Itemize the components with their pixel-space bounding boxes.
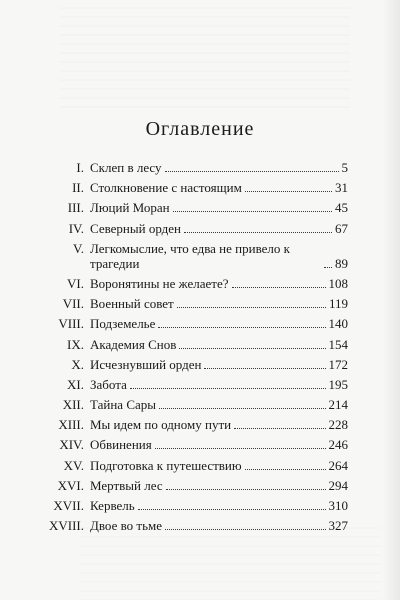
toc-item (48, 478, 348, 493)
toc-item (48, 180, 348, 195)
chapter-title: Воронятины не желаете? (90, 275, 229, 291)
chapter-page: 327 (328, 518, 348, 534)
chapter-entry (90, 276, 348, 291)
toc-item (48, 437, 348, 452)
dot-leader (155, 448, 326, 449)
toc-item (48, 316, 348, 331)
chapter-number: II. (72, 180, 84, 196)
chapter-number: IX. (67, 336, 84, 352)
chapter-title: Легкомыслие, что едва не привело к трагедии (90, 240, 290, 271)
chapter-entry (90, 437, 348, 452)
chapter-title: Кервель (90, 498, 135, 513)
chapter-page: 140 (328, 316, 348, 332)
chapter-entry (90, 296, 348, 311)
toc-item (48, 377, 348, 392)
chapter-number: V. (73, 240, 84, 256)
chapter-entry (90, 200, 348, 215)
chapter-entry (90, 458, 348, 473)
toc-item (48, 397, 348, 412)
chapter-title: Академия Снов (90, 336, 177, 352)
chapter-page: 45 (335, 200, 348, 216)
dot-leader (138, 509, 326, 510)
chapter-page: 172 (328, 356, 348, 372)
chapter-page: 214 (328, 397, 348, 413)
chapter-number: VI. (67, 275, 84, 291)
chapter-title: Подготовка к путешествию (90, 457, 242, 473)
chapter-page: 246 (328, 437, 348, 453)
toc-item (48, 241, 348, 271)
page-title: Оглавление (145, 118, 255, 140)
chapter-page: 264 (328, 457, 348, 473)
dot-leader (166, 489, 326, 490)
chapter-title: Двое во тьме (90, 518, 163, 534)
chapter-number: XII. (62, 397, 84, 413)
chapter-number: X. (71, 356, 84, 372)
chapter-page: 31 (335, 180, 348, 196)
dot-leader (232, 287, 326, 288)
chapter-page: 294 (328, 477, 348, 493)
chapter-number: XIII. (58, 417, 84, 433)
chapter-page: 195 (328, 376, 348, 392)
chapter-page: 5 (341, 160, 348, 175)
chapter-title: Люций Моран (90, 200, 170, 216)
chapter-title: Склеп в лесу (90, 160, 162, 175)
toc-item (48, 417, 348, 432)
chapter-page: 310 (328, 498, 348, 513)
chapter-entry (90, 241, 348, 271)
chapter-entry (90, 180, 348, 195)
chapter-entry (90, 221, 348, 236)
bleed-through-text-top (60, 0, 350, 110)
chapter-entry (90, 498, 348, 513)
dot-leader (158, 327, 325, 328)
dot-leader (173, 211, 332, 212)
chapter-entry (90, 518, 348, 533)
chapter-page: 119 (328, 296, 348, 312)
dot-leader (179, 348, 325, 349)
dot-leader (204, 368, 325, 369)
chapter-page: 108 (328, 275, 348, 291)
toc-item (48, 337, 348, 352)
chapter-title: Исчезнувший орден (90, 356, 202, 372)
dot-leader (245, 469, 326, 470)
dot-leader (165, 529, 325, 530)
chapter-number: XIV. (59, 437, 84, 453)
chapter-number: XVI. (57, 477, 84, 493)
dot-leader (177, 307, 326, 308)
chapter-entry (90, 337, 348, 352)
dot-leader (184, 232, 332, 233)
chapter-title: Столкновение с настоящим (90, 180, 242, 196)
table-of-contents (48, 160, 348, 538)
chapter-title: Военный совет (90, 296, 174, 312)
chapter-number: XVIII. (48, 518, 84, 534)
chapter-page: 154 (328, 336, 348, 352)
dot-leader (165, 171, 339, 172)
chapter-entry (90, 377, 348, 392)
chapter-title: Северный орден (90, 220, 181, 236)
dot-leader (234, 428, 325, 429)
chapter-page: 89 (335, 255, 348, 271)
chapter-title: Мы идем по одному пути (90, 417, 232, 433)
chapter-number: XI. (67, 376, 84, 392)
dot-leader (130, 388, 326, 389)
toc-item (48, 200, 348, 215)
chapter-number: XV. (63, 457, 84, 473)
chapter-title: Мертвый лес (90, 477, 163, 493)
dot-leader (159, 408, 326, 409)
chapter-number: VIII. (58, 316, 84, 332)
chapter-title: Тайна Сары (90, 397, 156, 413)
dot-leader (245, 191, 332, 192)
chapter-entry (90, 478, 348, 493)
chapter-page: 228 (328, 417, 348, 433)
chapter-entry (90, 417, 348, 432)
toc-item (48, 518, 348, 533)
chapter-title: Забота (90, 376, 127, 392)
chapter-number: XVII. (53, 498, 84, 513)
chapter-entry (90, 160, 348, 175)
chapter-entry (90, 357, 348, 372)
dot-leader (324, 267, 332, 268)
toc-item (48, 458, 348, 473)
toc-item (48, 357, 348, 372)
toc-item (48, 296, 348, 311)
chapter-entry (90, 397, 348, 412)
chapter-title: Подземелье (90, 316, 156, 332)
chapter-number: III. (67, 200, 84, 216)
toc-item (48, 221, 348, 236)
chapter-number: VII. (62, 296, 84, 312)
chapter-number: IV. (68, 220, 84, 236)
toc-item (48, 276, 348, 291)
chapter-entry (90, 316, 348, 331)
toc-item (48, 160, 348, 175)
chapter-title: Обвинения (90, 437, 152, 453)
toc-item (48, 498, 348, 513)
chapter-page: 67 (335, 220, 348, 236)
page-edge-shadow (382, 0, 400, 600)
chapter-number: I. (76, 160, 84, 175)
